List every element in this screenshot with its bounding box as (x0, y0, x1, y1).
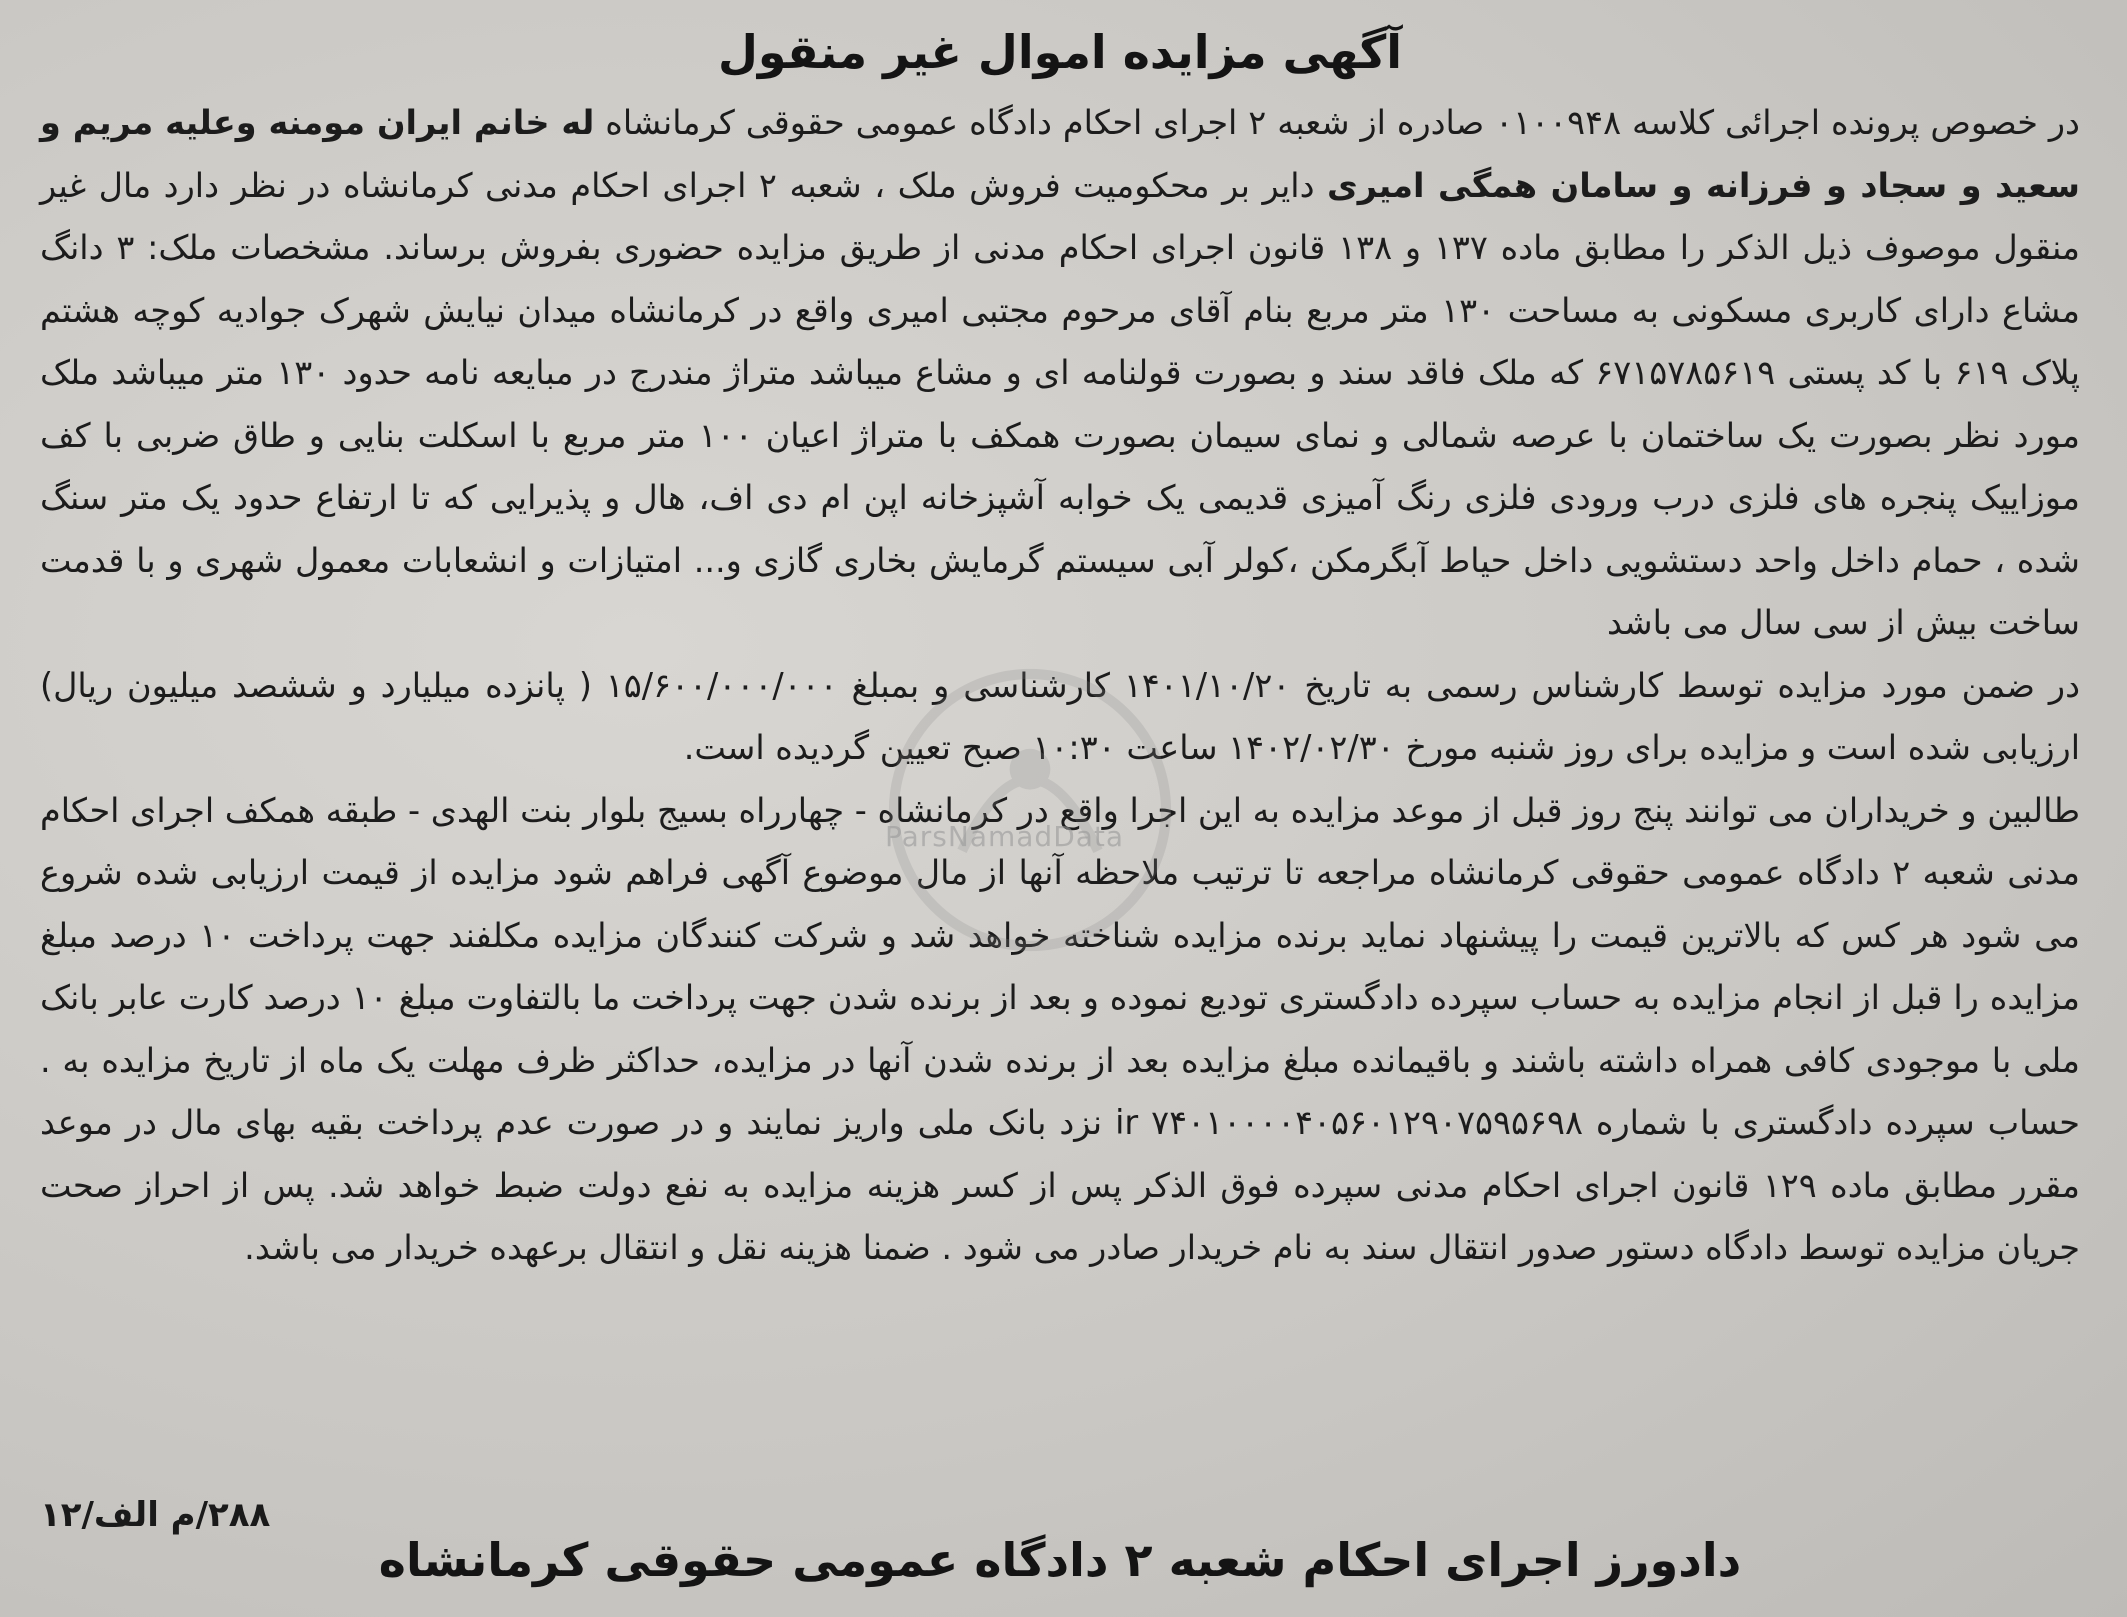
paragraph-1-parties: له خانم ایران مومنه وعلیه مریم و سعید و سجاد و فرزانه و سامان همگی امیری (40, 103, 2080, 205)
reference-number: ۲۸۸/م الف/۱۲ (40, 1495, 271, 1535)
notice-body (40, 92, 2080, 1280)
paragraph-1-rest: دایر بر محکومیت فروش ملک ، شعبه ۲ اجرای احکام مدنی کرمانشاه در نظر دارد مال غیر منقول موصوف ذیل الذکر را مطابق ماده ۱۳۷ و ۱۳۸ قانون اجرای احکام مدنی از طریق مزایده حضوری بفروش برساند. مشخصات ملک: ۳ دانگ مشاع دارای کاربری مسکونی به مساحت ۱۳۰ متر مربع بنام آقای مرحوم مجتبی امیری واقع در کرمانشاه میدان نیایش شهرک جوادیه کوچه هشتم پلاک ۶۱۹ با کد پستی ۶۷۱۵۷۸۵۶۱۹ که ملک فاقد سند و بصورت قولنامه ای و مشاع میباشد متراژ مندرج در مبایعه نامه حدود ۱۳۰ متر میباشد ملک مورد نظر بصورت یک ساختمان با عرصه شمالی و نمای سیمان بصورت همکف با متراژ اعیان ۱۰۰ متر مربع با اسکلت بنایی و طاق ضربی با کف موزاییک پنجره های فلزی درب ورودی فلزی رنگ آمیزی قدیمی یک خوابه آشپزخانه اپن ام دی اف، هال و پذیرایی که تا ارتفاع حدود یک متر سنگ شده ، حمام داخل واحد دستشویی داخل حیاط آبگرمکن ،کولر آبی سیستم گرمایش بخاری گازی و... امتیازات و انشعابات معمول شهری و با قدمت ساخت بیش از سی سال می باشد (40, 165, 2081, 642)
watermark-text: ParsNamadData (885, 820, 1125, 853)
notice-title: آگهی مزایده اموال غیر منقول (717, 25, 1403, 79)
signature-line: دادورز اجرای احکام شعبه ۲ دادگاه عمومی حقوقی کرمانشاه (378, 1533, 1742, 1587)
paragraph-1 (40, 92, 2080, 655)
paragraph-1-lead: در خصوص پرونده اجرائی کلاسه ۰۱۰۰۹۴۸ صادره از شعبه ۲ اجرای احکام دادگاه عمومی حقوقی کرمانشاه (594, 103, 2080, 142)
paragraph-3: طالبین و خریداران می توانند پنج روز قبل از موعد مزایده به این اجرا واقع در کرمانشاه - چهارراه بسیج بلوار بنت الهدی - طبقه همکف اجرای احکام مدنی شعبه ۲ دادگاه عمومی حقوقی کرمانشاه مراجعه تا ترتیب ملاحظه آنها از مال موضوع آگهی فراهم شود مزایده از قیمت ارزیابی شده شروع می شود هر کس که بالاترین قیمت را پیشنهاد نماید برنده مزایده شناخته خواهد شد و شرکت کنندگان مزایده مکلفند جهت پرداخت ۱۰ درصد مبلغ مزایده را قبل از انجام مزایده به حساب سپرده دادگستری تودیع نموده و بعد از برنده شدن جهت پرداخت ما بالتفاوت مبلغ ۱۰ درصد کارت عابر بانک ملی با موجودی کافی همراه داشته باشند و باقیمانده مبلغ مزایده بعد از برنده شدن آنها در مزایده، حداکثر ظرف مهلت یک ماه از تاریخ مزایده به . حساب سپرده دادگستری با شماره ir ۷۴۰۱۰۰۰۰۴۰۵۶۰۱۲۹۰۷۵۹۵۶۹۸ نزد بانک ملی واریز نمایند و در صورت عدم پرداخت بقیه بهای مال در موعد مقرر مطابق ماده ۱۲۹ قانون اجرای احکام مدنی سپرده فوق الذکر پس از کسر هزینه مزایده به نفع دولت ضبط خواهد شد. پس از احراز صحت جریان مزایده توسط دادگاه دستور صدور انتقال سند به نام خریدار صادر می شود . ضمنا هزینه نقل و انتقال برعهده خریدار می باشد. (40, 790, 2080, 1267)
notice-page (40, 20, 2080, 1600)
paragraph-2: در ضمن مورد مزایده توسط کارشناس رسمی به تاریخ ۱۴۰۱/۱۰/۲۰ کارشناسی و بمبلغ ۱۵/۶۰۰/۰۰۰/۰۰۰ ( پانزده میلیارد و ششصد میلیون ریال) ارزیابی شده است و مزایده برای روز شنبه مورخ ۱۴۰۲/۰۲/۳۰ ساعت ۱۰:۳۰ صبح تعیین گردیده است. (40, 665, 2080, 767)
